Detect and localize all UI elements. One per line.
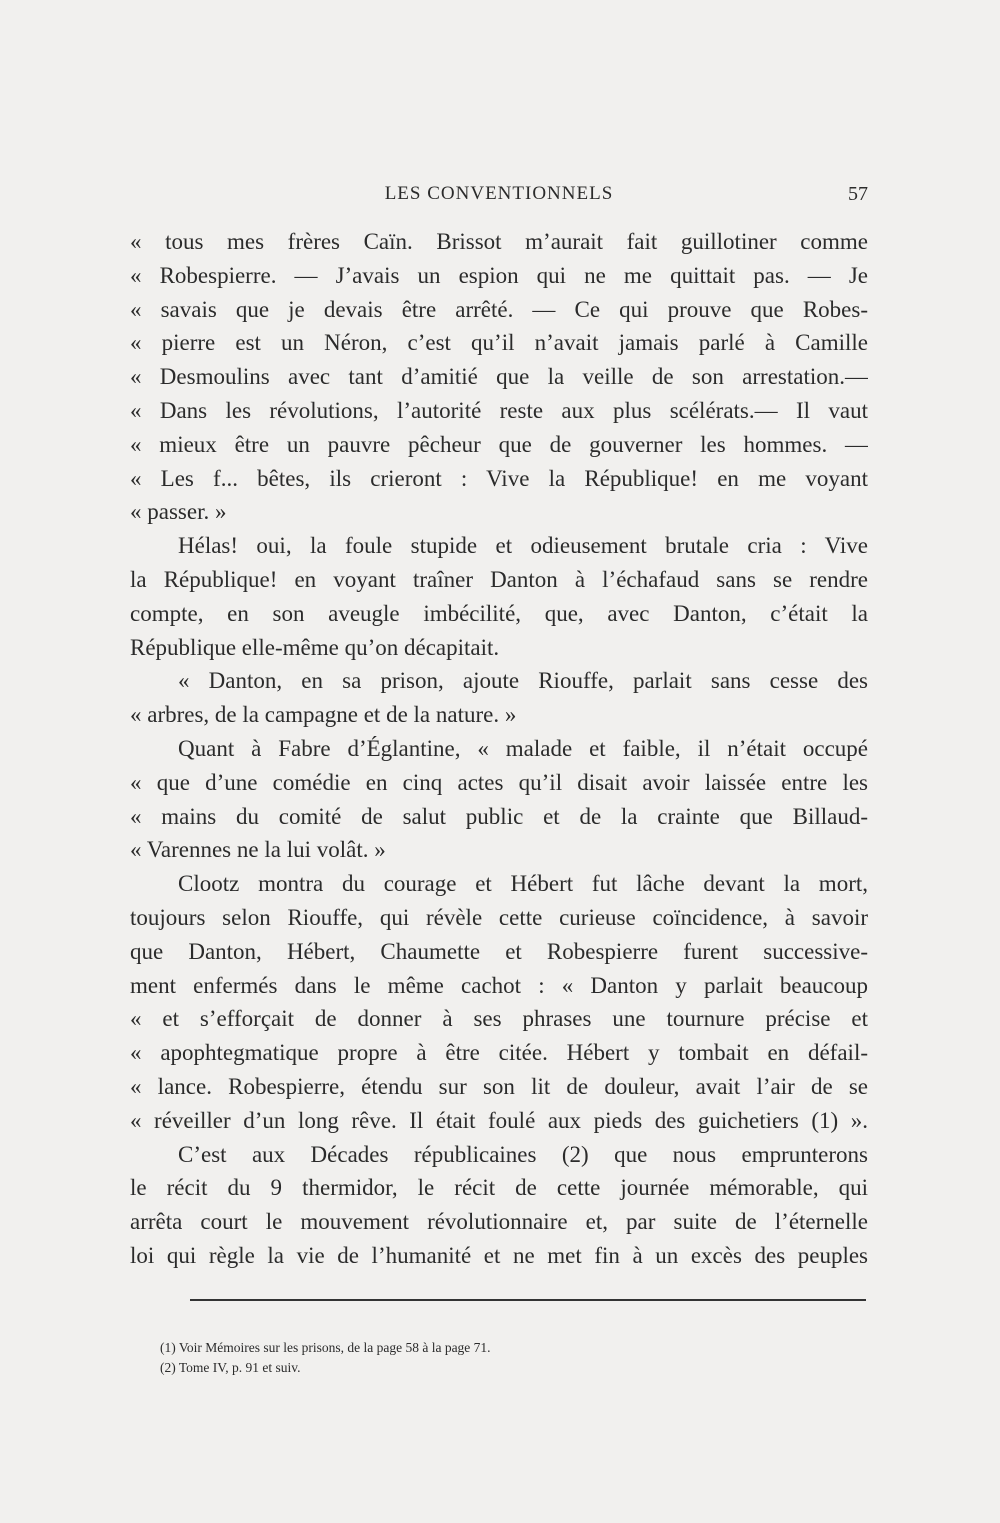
text-line: compte, en son aveugle imbécilité, que, avec Danton, c’était la <box>130 600 868 626</box>
text-line: loi qui règle la vie de l’humanité et ne met fin à un excès des peuples <box>130 1242 868 1268</box>
footnotes <box>160 1338 860 1378</box>
text-line: « pierre est un Néron, c’est qu’il n’avait jamais parlé à Camille <box>130 330 868 356</box>
page-header <box>130 183 868 213</box>
footnote-1: (1) Voir Mémoires sur les prisons, de la page 58 à la page 71. <box>160 1340 491 1355</box>
footnote-2: (2) Tome IV, p. 91 et suiv. <box>160 1360 301 1375</box>
text-line: « que d’une comédie en cinq actes qu’il disait avoir laissée entre les <box>130 769 868 795</box>
text-line: « Varennes ne la lui volât. » <box>130 837 386 863</box>
text-line: toujours selon Riouffe, qui révèle cette curieuse coïncidence, à savoir <box>130 904 868 930</box>
text-line: « réveiller d’un long rêve. Il était foulé aux pieds des guichetiers (1) ». <box>130 1107 868 1133</box>
text-line: « passer. » <box>130 499 227 525</box>
text-line: Quant à Fabre d’Églantine, « malade et faible, il n’était occupé <box>178 735 868 761</box>
text-line: « mieux être un pauvre pêcheur que de gouverner les hommes. — <box>130 431 868 457</box>
body-text <box>130 225 868 1273</box>
text-line: arrêta court le mouvement révolutionnaire et, par suite de l’éternelle <box>130 1209 868 1235</box>
text-line: « apophtegmatique propre à être citée. Hébert y tombait en défail- <box>130 1040 868 1066</box>
page-number: 57 <box>848 183 868 205</box>
text-line: « Dans les révolutions, l’autorité reste aux plus scélérats.— Il vaut <box>130 397 868 423</box>
footnote-rule <box>190 1299 866 1301</box>
text-line: « Desmoulins avec tant d’amitié que la veille de son arrestation.— <box>130 364 868 390</box>
text-line: « et s’efforçait de donner à ses phrases une tournure précise et <box>130 1006 868 1032</box>
text-line: C’est aux Décades républicaines (2) que nous emprunterons <box>178 1141 868 1167</box>
text-line: ment enfermés dans le même cachot : « Danton y parlait beaucoup <box>130 972 868 998</box>
text-line: « mains du comité de salut public et de la crainte que Billaud- <box>130 803 868 829</box>
text-line: République elle-même qu’on décapitait. <box>130 634 500 660</box>
text-line: que Danton, Hébert, Chaumette et Robespierre furent successive- <box>130 938 868 964</box>
text-line: « arbres, de la campagne et de la nature. » <box>130 702 517 728</box>
text-line: le récit du 9 thermidor, le récit de cette journée mémorable, qui <box>130 1175 868 1201</box>
running-title: LES CONVENTIONNELS <box>384 183 614 204</box>
text-line: Clootz montra du courage et Hébert fut lâche devant la mort, <box>178 871 868 897</box>
text-line: « tous mes frères Caïn. Brissot m’aurait fait guillotiner comme <box>130 229 868 254</box>
text-line: « Les f... bêtes, ils crieront : Vive la République! en me voyant <box>130 465 868 491</box>
text-line: « savais que je devais être arrêté. — Ce qui prouve que Robes- <box>130 296 868 322</box>
text-line: « lance. Robespierre, étendu sur son lit de douleur, avait l’air de se <box>130 1073 868 1099</box>
text-line: la République! en voyant traîner Danton à l’échafaud sans se rendre <box>130 566 868 592</box>
text-line: « Robespierre. — J’avais un espion qui ne me quittait pas. — Je <box>130 262 868 288</box>
text-line: « Danton, en sa prison, ajoute Riouffe, parlait sans cesse des <box>178 668 868 694</box>
text-line: Hélas! oui, la foule stupide et odieusement brutale cria : Vive <box>178 533 868 559</box>
